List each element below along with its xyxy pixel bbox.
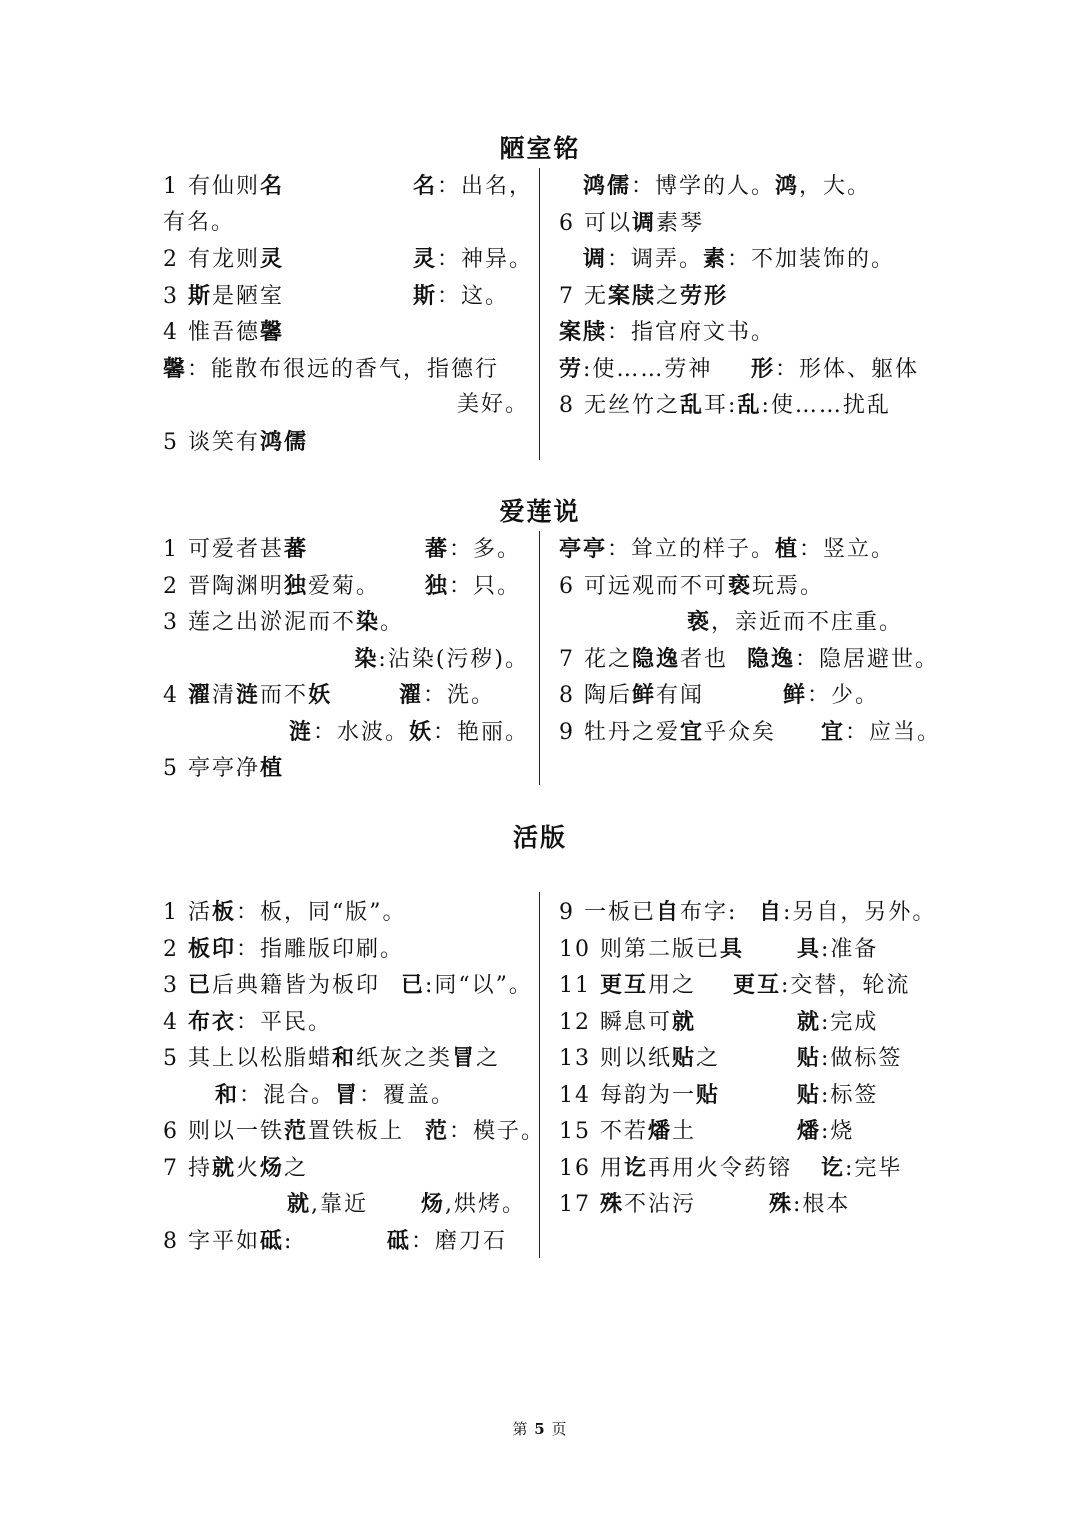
list-item: 5 谈笑有鸿儒 <box>163 428 309 455</box>
loushiming-right-column <box>559 168 939 424</box>
list-item: 就,靠近 炀,烘烤。 <box>287 1191 527 1217</box>
list-item: 8 无丝竹之乱耳:乱:使……扰乱 <box>559 392 891 418</box>
list-item: 1 有仙则名 名：出名， <box>163 173 534 199</box>
section-title-loushiming: 陋室铭 <box>499 134 581 163</box>
list-item: 5 亭亭净植 <box>163 755 285 781</box>
list-item: 5 其上以松脂蜡和纸灰之类冒之 <box>163 1045 501 1071</box>
section-title-huoban: 活版 <box>512 823 567 852</box>
list-item: 3 斯是陋室 斯：这。 <box>163 282 510 309</box>
list-item: 10 则第二版已具 具:准备 <box>559 935 879 962</box>
huoban-right-column <box>559 894 939 1223</box>
list-item: 16 用讫再用火令药镕 讫:完毕 <box>559 1154 903 1181</box>
loushiming-left-column <box>163 168 534 460</box>
list-item: 鸿儒：博学的人。鸿，大。 <box>583 173 872 199</box>
column-divider <box>539 168 540 460</box>
list-item: 3 已后典籍皆为板印 已:同“以”。 <box>163 972 533 998</box>
list-item: 美好。 <box>456 392 529 417</box>
list-item: 9 一板已自布字: 自:另自，另外。 <box>559 899 937 925</box>
list-item: 3 莲之出淤泥而不染。 <box>163 609 405 635</box>
list-item: 7 花之隐逸者也 隐逸：隐居避世。 <box>559 645 940 672</box>
list-item: 8 字平如砥: 砥：磨刀石 <box>163 1227 508 1254</box>
page-number: 第 5 页 <box>512 1420 568 1438</box>
list-item: 2 有龙则灵 灵：神异。 <box>163 246 534 272</box>
list-item: 12 瞬息可就 就:完成 <box>559 1008 879 1035</box>
column-divider <box>539 531 540 785</box>
list-item: 9 牡丹之爱宜乎众矣 宜：应当。 <box>559 718 942 745</box>
list-item: 馨：能散布很远的香气，指德行 <box>163 355 500 382</box>
ailianshuo-right-column <box>559 531 942 750</box>
list-item: 亭亭：耸立的样子。植：竖立。 <box>559 536 896 562</box>
list-item: 劳:使……劳神 形：形体、躯体 <box>559 355 920 382</box>
list-item: 和：混合。冒：覆盖。 <box>215 1081 456 1108</box>
list-item: 6 则以一铁范置铁板上 范：模子。 <box>163 1118 546 1144</box>
list-item: 4 濯清涟而不妖 濯：洗。 <box>163 682 496 708</box>
list-item: 涟：水波。妖：艳丽。 <box>288 718 529 745</box>
list-item: 8 陶后鲜有闻 鲜：少。 <box>559 682 880 708</box>
list-item: 案牍：指官府文书。 <box>559 319 776 345</box>
column-divider <box>539 892 540 1258</box>
list-item: 14 每韵为一贴 贴:标签 <box>559 1081 879 1108</box>
list-item: 染:沾染(污秽)。 <box>354 645 529 672</box>
list-item: 1 活板：板，同“版”。 <box>163 899 407 925</box>
list-item: 7 无案牍之劳形 <box>559 282 729 309</box>
list-item: 15 不若燔土 燔:烧 <box>559 1118 855 1144</box>
huoban-left-column <box>163 894 546 1259</box>
list-item: 亵，亲近而不庄重。 <box>687 609 904 635</box>
list-item: 1 可爱者甚蕃 蕃：多。 <box>163 536 522 562</box>
list-item: 13 则以纸贴之 贴:做标签 <box>559 1045 903 1071</box>
ailianshuo-left-column <box>163 531 529 787</box>
list-item: 2 晋陶渊明独爱菊。 独：只。 <box>163 572 522 599</box>
list-item: 6 可以调素琴 <box>559 209 705 236</box>
list-item: 17 殊不沾污 殊:根本 <box>559 1191 851 1217</box>
list-item: 4 惟吾德馨 <box>163 319 285 345</box>
list-item: 11 更互用之 更互:交替，轮流 <box>559 972 911 998</box>
list-item: 7 持就火炀之 <box>163 1154 309 1181</box>
list-item: 2 板印：指雕版印刷。 <box>163 935 405 962</box>
list-item: 有名。 <box>163 209 236 235</box>
list-item: 调：调弄。素：不加装饰的。 <box>583 246 896 272</box>
list-item: 4 布衣：平民。 <box>163 1008 333 1035</box>
section-title-ailianshuo: 爱莲说 <box>499 497 581 526</box>
list-item: 6 可远观而不可亵玩焉。 <box>559 572 825 599</box>
